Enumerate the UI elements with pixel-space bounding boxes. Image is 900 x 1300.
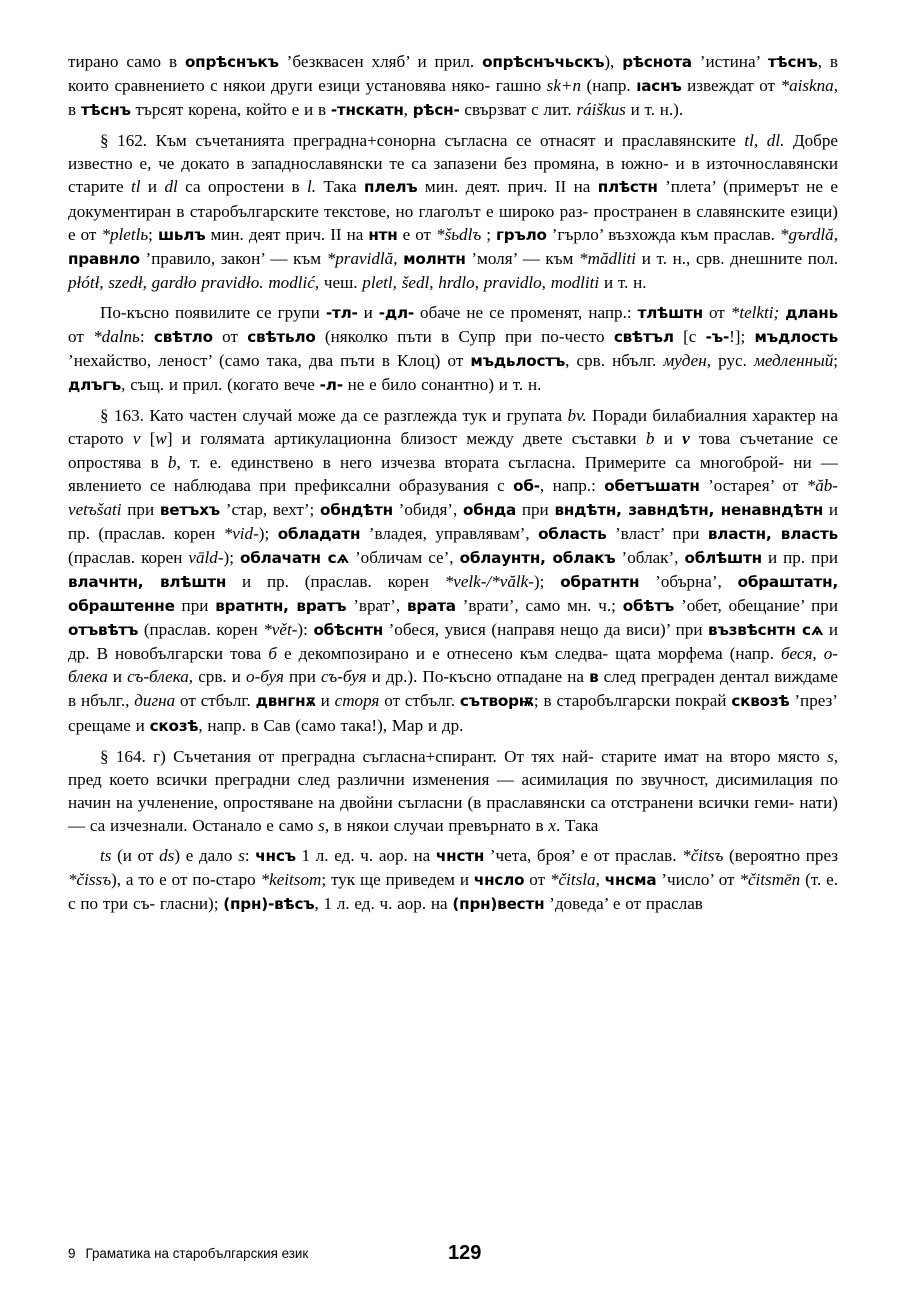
ocs-term: врата xyxy=(406,597,456,616)
ocs-term: чнсма xyxy=(604,871,657,890)
ocs-term: мъдьлостъ xyxy=(470,352,566,371)
ocs-term: нтн xyxy=(368,225,398,244)
ocs-term: сквозѣ xyxy=(731,692,790,711)
ocs-term: в xyxy=(589,668,599,687)
line: тирано само в опрѣснъкъ ’безквасен хляб’ и прил. опрѣснъчьскъ), рѣснота xyxy=(68,52,692,71)
ocs-term: облаунтн, облакъ xyxy=(459,548,616,567)
latin-form: *šьdlъ xyxy=(436,224,482,244)
latin-form: s xyxy=(827,746,834,766)
ocs-term: тѣснъ xyxy=(767,53,818,71)
latin-form: *mădliti xyxy=(579,248,637,268)
ocs-term: (прн)-вѣсъ xyxy=(223,895,315,914)
ocs-term: рѣсн- xyxy=(412,101,460,120)
ocs-term: шьлъ xyxy=(157,225,206,244)
page-footer xyxy=(68,1242,838,1266)
ocs-term: правнло xyxy=(68,249,140,268)
latin-form: bv. xyxy=(567,406,587,426)
latin-form: *čitsmēn xyxy=(739,870,801,890)
latin-form: tl xyxy=(131,177,141,197)
ocs-term: обѣснтн xyxy=(313,621,384,640)
latin-form: *čissъ xyxy=(68,870,112,890)
ocs-term: чнсло xyxy=(473,871,525,890)
ocs-term: опрѣснъчьскъ xyxy=(482,53,605,71)
paragraph-gap xyxy=(68,294,838,301)
latin-form: *gъrdlă xyxy=(779,224,834,244)
ocs-term: молнтн xyxy=(403,249,466,268)
section-164-ts-paragraph: ts (и от ds) е дало s: чнсъ 1 л. ед. ч. аор. на чнстн ’чета, броя’ е от праслав. *čitsъ (вероятно през *čissъ), а то е от по-старо *keitsom; тук ще приведем и чнсло от *čitsla, чнсма ’число’ от *čitsmēn (т. е. с по три съ- гласни); (прн)-вѣсъ, 1 л. ед. ч. аор. на (прн)вестн ’доведа’ е от праслав xyxy=(68,846,839,914)
ocs-term: властн, власть xyxy=(707,524,838,543)
ocs-term: сътворѭ xyxy=(459,692,534,711)
latin-form: vāld- xyxy=(188,547,224,567)
latin-form: *velk-/*vălk- xyxy=(444,571,534,591)
latin-form: s xyxy=(318,815,325,835)
ocs-term: обндѣтн xyxy=(320,500,393,519)
latin-form: b xyxy=(645,429,655,449)
ocs-term: опрѣснъкъ xyxy=(184,53,279,71)
latin-form: *pravidlă xyxy=(326,248,394,268)
ocs-term: обетъшатн xyxy=(604,476,700,495)
latin-form: v xyxy=(132,429,141,449)
latin-form: *ăb-vetъšati xyxy=(68,475,838,519)
ocs-term: обратнтн xyxy=(560,572,640,591)
latin-form: медленный xyxy=(753,351,834,371)
ocs-term: длань xyxy=(785,303,838,322)
ocs-term: -тл- xyxy=(325,303,358,322)
latin-form: *pletlь xyxy=(101,224,149,244)
ocs-term: мъдлость xyxy=(754,328,838,347)
page-body xyxy=(68,50,838,916)
latin-form: съ-буя xyxy=(320,667,367,687)
ocs-term: грълo xyxy=(496,225,547,244)
line: ’истина’ тѣснъ, в които сравнението с някои други езици установява няко- xyxy=(68,52,839,96)
section-marker-162: § 162. xyxy=(100,131,148,151)
latin-form: *aiskna xyxy=(780,76,834,96)
ocs-term: -ъ- xyxy=(705,328,730,347)
continued-paragraph xyxy=(68,50,838,122)
latin-form: dl xyxy=(164,177,178,197)
ocs-term: обнда xyxy=(463,500,517,519)
ocs-term: тлѣштн xyxy=(637,303,703,322)
ocs-term: -тнскатн xyxy=(330,101,404,120)
ocs-term: -дл- xyxy=(378,303,414,322)
paragraph-gap xyxy=(68,397,838,404)
latin-form: *vid- xyxy=(223,523,259,543)
latin-form: v xyxy=(682,429,690,449)
ocs-term: ветъхъ xyxy=(159,500,221,519)
line: гашно sk+n (напр. ıаснъ извеждат от *aiskna, в тѣснъ търсят корена, xyxy=(68,76,839,120)
ocs-term: плѣстн xyxy=(597,178,658,197)
ocs-term: вратнтн, вратъ xyxy=(215,597,347,616)
line: който е и в -тнскатн, рѣсн- свързват с лит. ráiškus и т. н.). xyxy=(245,100,684,120)
ocs-term: область xyxy=(538,524,607,543)
latin-form: sk+n xyxy=(546,76,581,96)
ocs-term: обѣтъ xyxy=(622,597,675,616)
latin-form: ts xyxy=(100,846,112,865)
signature-number: 9 xyxy=(68,1246,76,1261)
latin-form: b xyxy=(167,452,177,472)
latin-form: муден xyxy=(663,351,707,371)
ocs-term: двнгнѫ xyxy=(255,692,316,711)
ocs-term: възвѣснтн сѧ xyxy=(708,621,824,640)
latin-form: сторя xyxy=(334,691,380,711)
latin-form: о-буя xyxy=(246,667,284,687)
footer-signature xyxy=(68,1246,308,1261)
section-164-paragraph: § 164. г) Съчетания от преградна съгласна+спирант. От тях най- старите имат на второ място s, пред което всички преградни след различни изменения — асимилация по звучност, дисимилация по начин на учленение, опростяване на двойни съгласни (в праславянски са отстранени всички геми- нати) — са изчезнали. Останало е само s, в някои случаи превърнато в x. Така xyxy=(68,746,838,835)
ocs-term: отъвѣтъ xyxy=(68,621,139,640)
latin-form: ds xyxy=(159,846,175,865)
ocs-term: свѣтьло xyxy=(247,328,316,347)
ocs-term: обладатн xyxy=(277,524,361,543)
section-marker-164: § 164. xyxy=(100,746,146,766)
ocs-term: свѣтло xyxy=(153,328,213,347)
latin-form: *dalnь xyxy=(93,327,140,347)
ocs-term: -л- xyxy=(319,376,343,395)
latin-form: *čitsla xyxy=(550,870,596,890)
ocs-term: тѣснъ xyxy=(80,101,131,120)
ocs-term: (прн)вестн xyxy=(452,895,545,914)
ocs-term: длъгъ xyxy=(68,376,122,395)
latin-form: tl, dl. xyxy=(744,131,785,151)
latin-form: *telkti; xyxy=(730,302,780,322)
paragraph-gap xyxy=(68,837,838,844)
latin-form: б xyxy=(268,644,277,664)
ocs-term: плелъ xyxy=(364,178,418,197)
page-number: 129 xyxy=(448,1242,482,1264)
latin-form: *vět- xyxy=(263,620,298,640)
section-163-paragraph: § 163. Като частен случай може да се разглежда тук и групата bv. Поради билабиалния характер на старото v [w] и голямата артикулационна близост между двете съставки b и v това съчетание се опростява в b, т. е. единствено в него изчезва втората съгласна. Примерите са многоброй- ни — явлението се наблюдава при префиксални образувания с об-, напр.: обетъшатн ’остарея’ от *ăb-vetъšati при ветъхъ ’стар, вехт’; обндѣтн ’обидя’, обнда при вндѣтн, завндѣтн, ненавндѣтн и пр. (праслав. корен *vid-); обладатн ’владея, управлявам’, область ’власт’ при властн, власть (праслав. корен vāld-); облачатн сѧ ’обличам се’, облаунтн, облакъ ’облак’, облѣштн и пр. при влачнтн, влѣштн и пр. (праслав. корен *velk-/*vălk-); обратнтн ’обърна’, обраштатн, обраштенне при вратнтн, вратъ ’врат’, врата ’врати’, само мн. ч.; обѣтъ ’обет, обещание’ при отъвѣтъ (праслав. корен *vět-): обѣснтн ’обеся, увися (направя нещо да виси)’ при възвѣснтн сѧ и др. В новобългарски това б е декомпозирано и е отнесено към следва- щата морфема (напр. беся, о-блека и съ-блека, срв. и о-буя при съ-буя и др.). По-късно отпадане на в след преграден дентал виждаме в нбълг., дигна от стбълг. двнгнѫ и сторя от стбълг. сътворѭ; в старобългарски покрай сквозѣ ’през’ срещаме и скозѣ, напр. в Сав (само така!), Мар и др. xyxy=(68,406,839,735)
ocs-term: свѣтъл xyxy=(613,328,674,347)
ocs-term: вндѣтн, завндѣтн, ненавндѣтн xyxy=(554,500,824,519)
paragraph-gap xyxy=(68,122,838,129)
latin-form: płótł, szedł, gardło pravidło. modlić, xyxy=(68,272,320,292)
latin-form: s xyxy=(238,846,245,865)
ocs-term: чнстн xyxy=(435,847,485,865)
latin-form: ráiškus xyxy=(576,100,626,120)
latin-form: дигна xyxy=(134,691,176,711)
latin-form: съ-блека, xyxy=(127,667,194,687)
section-marker-163: § 163. xyxy=(100,406,144,426)
latin-form: w xyxy=(155,429,167,449)
ocs-term: ıаснъ xyxy=(636,77,682,96)
ocs-term: облачатн сѧ xyxy=(240,548,349,567)
ocs-term: облѣштн xyxy=(684,548,762,567)
latin-form: беся, о-блека xyxy=(68,644,838,687)
latin-form: *keitsom xyxy=(260,870,322,890)
footer-book-title: Граматика на старобългарския език xyxy=(85,1246,309,1261)
latin-form: x xyxy=(548,815,556,835)
ocs-term: скозѣ xyxy=(149,716,199,735)
latin-form: pletl, šedl, hrdlo, pravidlo, modliti xyxy=(362,272,600,292)
ocs-term: об- xyxy=(513,476,540,495)
latin-form: l. xyxy=(306,177,316,197)
paragraph-gap xyxy=(68,738,838,745)
latin-form: *čitsъ xyxy=(682,846,724,865)
ocs-term: влачнтн, влѣштн xyxy=(68,572,227,591)
ocs-term: чнсъ xyxy=(255,847,296,865)
ocs-term: обраштатн, обраштенне xyxy=(68,572,839,616)
section-162-paragraph: § 162. Към съчетанията преградна+сонорна съгласна се отнасят и праславянските tl, dl. Добре известно е, че докато в западнославянски те са запазени без промяна, в южно- и в източнославянски старите tl и dl са опростени в l. Така плелъ мин. деят. прич. II на плѣстн ’плета’ (примерът не е документиран в старобългарските текстове, но глаголът е широко раз- пространен в славянските езици) е от *pletlь; шьлъ мин. деят прич. II на нтн е от *šьdlъ ; грълo ’гърло’ възхожда към праслав. *gъrdlă, правнло ’правило, закон’ — към *pravidlă, молнтн ’моля’ — към *mădliti и т. н., срв. днешните пол. płótł, szedł, gardło pravidło. modlić, чеш. pletl, šedl, hrdlo, pravidlo, modliti и т. н. xyxy=(68,131,839,292)
section-162-later-paragraph: По-късно появилите се групи -тл- и -дл- обаче не се променят, напр.: тлѣштн от *telkti; длань от *dalnь: свѣтло от свѣтьло (няколко пъти в Супр при по-често свѣтъл [с -ъ-!]; мъдлость ’нехайство, леност’ (само така, два пъти в Клоц) от мъдьлостъ, срв. нбълг. муден, рус. медленный; длъгъ, същ. и прил. (когато вече -л- не е било сонантно) и т. н. xyxy=(68,302,839,395)
ocs-term: рѣснота xyxy=(622,53,692,71)
